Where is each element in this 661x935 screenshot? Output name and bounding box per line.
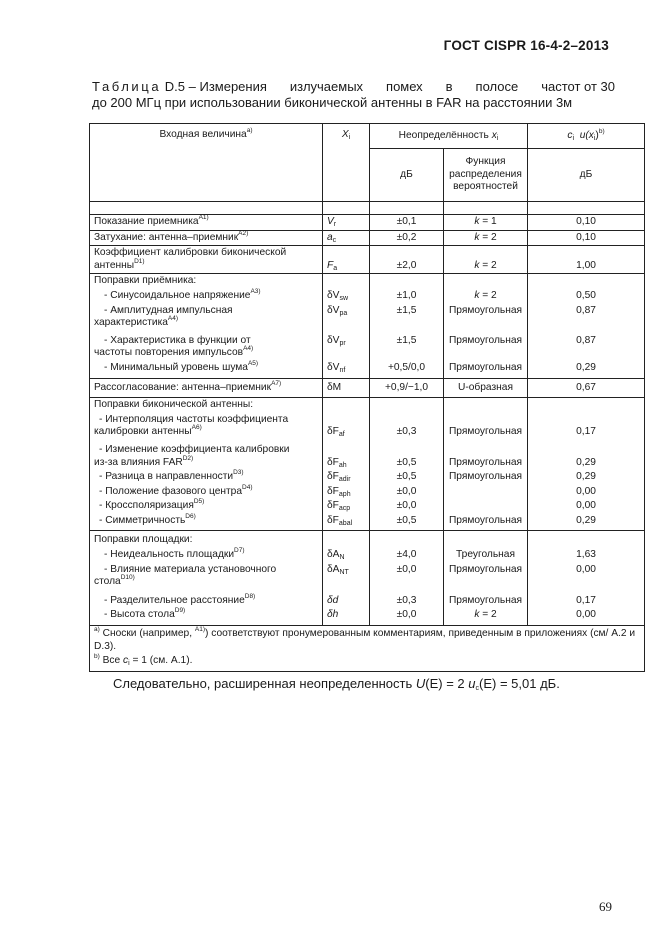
header-xi: $X_i$: [323, 124, 370, 202]
table-group-heading: Поправки площадки:: [90, 531, 645, 548]
table-header-row: [90, 124, 645, 149]
table-row: - Разница в направленности$^{D3)}$ $\delta F_{adir}$ ±0,5 Прямоугольная 0,29: [90, 470, 645, 485]
header-input-quantity: Входная величина$^{a)}$: [90, 124, 323, 202]
table-group-heading: Поправки приёмника:: [90, 274, 645, 289]
caption-word-table: Таблица: [92, 79, 162, 94]
header-distribution: Функция распределения вероятностей: [444, 149, 528, 202]
table-row: - Положение фазового центра$^{D4)}$ $\delta F_{aph}$ ±0,0 0,00: [90, 485, 645, 500]
header-ci-u: $c_i$ $u(x_i)^{b)}$: [528, 124, 645, 149]
table-row: - Синусоидальное напряжение$^{A3)}$ $\delta V_{sw}$ ±1,0 k = 2 0,50: [90, 289, 645, 304]
footnote-b: $^{b)}$ Все $c_i = 1$ (см. А.1).: [90, 654, 645, 671]
table-row: Коэффициент калибровки биконической антенны$^{D1)}$ $F_a$ ±2,0 k = 2 1,00: [90, 246, 645, 274]
uncertainty-table: [89, 123, 645, 672]
table-row: Показание приемника$^{A1)}$ $V_r$ ±0,1 k = 1 0,10: [90, 215, 645, 231]
page-number: 69: [599, 899, 612, 914]
header-db: дБ: [370, 149, 444, 202]
table-row: - Амплитудная импульсная характеристика$^{A4)}$ $\delta V_{pa}$ ±1,5 Прямоугольная 0,87: [90, 304, 645, 331]
table-row: - Минимальный уровень шума$^{A5)}$ $\delta V_{nf}$ +0,5/0,0 Прямоугольная 0,29: [90, 361, 645, 378]
footnote-a: $^{a)}$ Сноски (например, $^{A1)}$) соответствуют пронумерованным комментариям, приведенным в приложениях (см/ A.2 и D.3).: [90, 626, 645, 655]
caption-line-2: до 200 МГц при использовании биконической антенны в FAR на расстоянии 3м: [92, 95, 573, 110]
table-row: - Интерполяция частоты коэффициента калибровки антенны$^{A6)}$ $\delta F_{af}$ ±0,3 Прямоугольная 0,17: [90, 413, 645, 440]
table-caption: Таблица D.5 – Измерения излучаемых помех в полосе частот от 30 до 200 МГц при использовании биконической антенны в FAR на расстоянии 3м: [92, 79, 615, 110]
table-row: - Симметричность$^{D6)}$ $\delta F_{abal}$ ±0,5 Прямоугольная 0,29: [90, 514, 645, 531]
table-row: - Кроссполяризация$^{D5)}$ $\delta F_{acp}$ ±0,0 0,00: [90, 499, 645, 514]
table-row: Рассогласование: антенна–приемник$^{A7)}$ δM +0,9/−1,0 U-образная 0,67: [90, 378, 645, 398]
conclusion-text: Следовательно, расширенная неопределенность U(E) = 2 $u_c(E) = 5,01$ дБ.: [113, 676, 560, 692]
document-header: ГОСТ CISPR 16-4-2–2013: [443, 38, 609, 53]
table-row: - Разделительное расстояние$^{D8)}$ δd ±0,3 Прямоугольная 0,17: [90, 590, 645, 609]
header-uncertainty: Неопределённость $x_i$: [370, 124, 528, 149]
table-row: Затухание: антенна–приемник$^{A2)}$ $a_c$ ±0,2 k = 2 0,10: [90, 230, 645, 246]
header-db-2: дБ: [528, 149, 645, 202]
table-row: - Влияние материала установочного стола$^{D10)}$ $\delta A_{NT}$ ±0,0 Прямоугольная 0,00: [90, 563, 645, 590]
table-row: - Высота стола$^{D9)}$ δh ±0,0 k = 2 0,00: [90, 608, 645, 625]
table-group-heading: Поправки биконической антенны:: [90, 398, 645, 413]
table-row: - Изменение коэффициента калибровки из-за влияния $FAR^{D2)}$ $\delta F_{ah}$ ±0,5 Прямоугольная 0,29: [90, 440, 645, 470]
table-row: - Характеристика в функции от частоты повторения импульсов$^{A4)}$ $\delta V_{pr}$ ±1,5 Прямоугольная 0,87: [90, 331, 645, 361]
table-row: - Неидеальность площадки$^{D7)}$ $\delta A_N$ ±4,0 Треугольная 1,63: [90, 548, 645, 563]
